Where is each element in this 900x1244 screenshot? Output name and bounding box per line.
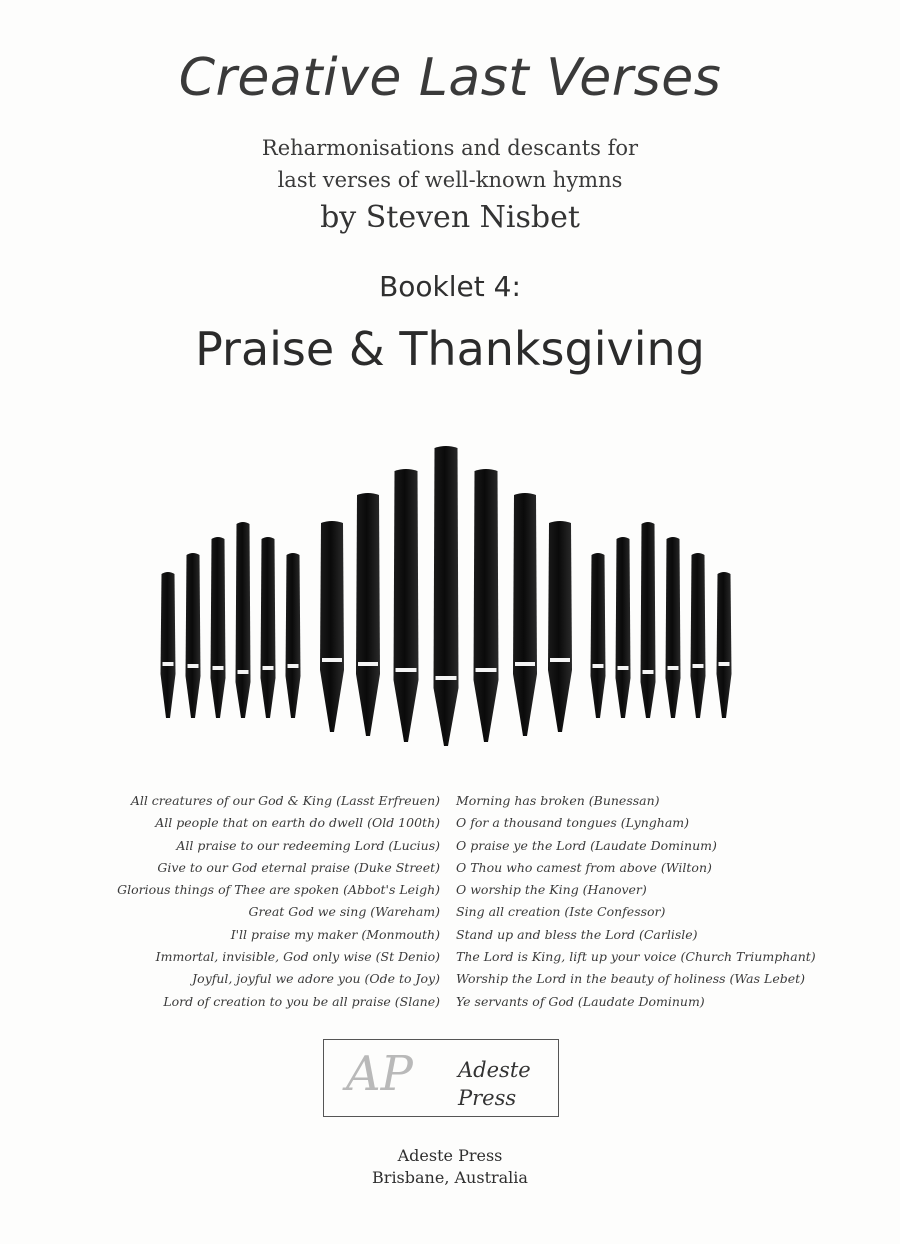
organ-pipe-mouth	[396, 668, 417, 672]
hymn-item: Give to our God eternal praise (Duke Street)	[157, 859, 440, 875]
organ-pipe	[474, 469, 499, 742]
hymn-item: O praise ye the Lord (Laudate Dominum)	[456, 837, 717, 853]
hymn-list-left	[117, 790, 440, 1013]
organ-pipe	[186, 553, 201, 718]
organ-pipe	[211, 537, 226, 718]
organ-pipe-mouth	[476, 668, 497, 672]
hymn-item: Worship the Lord in the beauty of holiness (Was Lebet)	[456, 971, 806, 987]
organ-pipe-mouth	[719, 662, 730, 666]
logo-name-line-2: Press	[458, 1086, 517, 1110]
organ-pipe-mouth	[163, 662, 174, 666]
organ-pipe-mouth	[515, 662, 535, 666]
organ-pipe-mouth	[550, 658, 570, 662]
organ-pipe	[616, 537, 631, 718]
hymn-item: I'll praise my maker (Monmouth)	[230, 926, 440, 942]
hymn-item: Immortal, invisible, God only wise (St Denio)	[155, 949, 440, 965]
organ-pipe	[434, 446, 459, 746]
publisher-name: Adeste Press	[397, 1146, 503, 1165]
hymn-item: Morning has broken (Bunessan)	[456, 793, 660, 808]
hymn-item: O for a thousand tongues (Lyngham)	[456, 815, 690, 831]
organ-pipe	[394, 469, 419, 742]
organ-pipe-mouth	[213, 666, 224, 670]
hymn-item: Ye servants of God (Laudate Dominum)	[456, 993, 705, 1009]
hymn-item: All creatures of our God & King (Lasst Erfreuen)	[130, 793, 440, 808]
hymn-item: Great God we sing (Wareham)	[248, 904, 440, 920]
organ-pipe-mouth	[693, 664, 704, 668]
organ-pipe	[161, 572, 176, 718]
organ-pipe-mouth	[643, 670, 654, 674]
organ-pipe-mouth	[188, 664, 199, 668]
hymn-item: Joyful, joyful we adore you (Ode to Joy)	[192, 971, 440, 987]
publisher-location: Brisbane, Australia	[372, 1168, 528, 1187]
organ-pipe-mouth	[288, 664, 299, 668]
subtitle-line-2: last verses of well-known hymns	[277, 168, 623, 192]
hymn-item: O worship the King (Hanover)	[456, 882, 647, 898]
hymn-item: Stand up and bless the Lord (Carlisle)	[456, 926, 698, 942]
organ-pipe-mouth	[322, 658, 342, 662]
organ-pipe	[591, 553, 606, 718]
hymn-item: O Thou who camest from above (Wilton)	[456, 859, 712, 875]
booklet-theme: Praise & Thanksgiving	[195, 322, 705, 376]
hymn-item: Lord of creation to you be all praise (Slane)	[163, 993, 440, 1009]
hymn-item: The Lord is King, lift up your voice (Church Triumphant)	[456, 949, 816, 965]
organ-pipe	[261, 537, 276, 718]
organ-pipe	[641, 522, 656, 718]
organ-pipe	[356, 493, 380, 736]
hymn-item: All people that on earth do dwell (Old 100th)	[155, 815, 440, 831]
organ-pipe-mouth	[593, 664, 604, 668]
organ-pipe-mouth	[238, 670, 249, 674]
organ-pipe	[691, 553, 706, 718]
organ-pipe	[548, 521, 572, 732]
logo-wordmark	[458, 1056, 531, 1112]
hymn-list-right	[456, 790, 816, 1013]
organ-pipes-icon	[150, 440, 750, 750]
hymn-item: Glorious things of Thee are spoken (Abbot's Leigh)	[117, 882, 440, 898]
organ-pipe	[236, 522, 251, 718]
organ-pipe	[717, 572, 732, 718]
hymn-item: Sing all creation (Iste Confessor)	[456, 904, 666, 920]
logo-monogram: AP	[346, 1046, 413, 1102]
book-title: Creative Last Verses	[178, 48, 722, 108]
organ-pipe-mouth	[618, 666, 629, 670]
hymn-item: All praise to our redeeming Lord (Lucius)	[176, 837, 440, 853]
organ-pipe	[513, 493, 537, 736]
logo-name-line-1: Adeste	[458, 1058, 531, 1082]
organ-pipe	[286, 553, 301, 718]
organ-pipe	[320, 521, 344, 732]
organ-pipe-mouth	[358, 662, 378, 666]
organ-pipe-mouth	[436, 676, 457, 680]
subtitle-line-1: Reharmonisations and descants for	[261, 136, 639, 160]
booklet-number: Booklet 4:	[379, 270, 521, 303]
publisher-logo	[323, 1039, 559, 1117]
organ-pipe	[666, 537, 681, 718]
organ-pipe-mouth	[263, 666, 274, 670]
author-line: by Steven Nisbet	[320, 200, 580, 235]
organ-pipe-mouth	[668, 666, 679, 670]
